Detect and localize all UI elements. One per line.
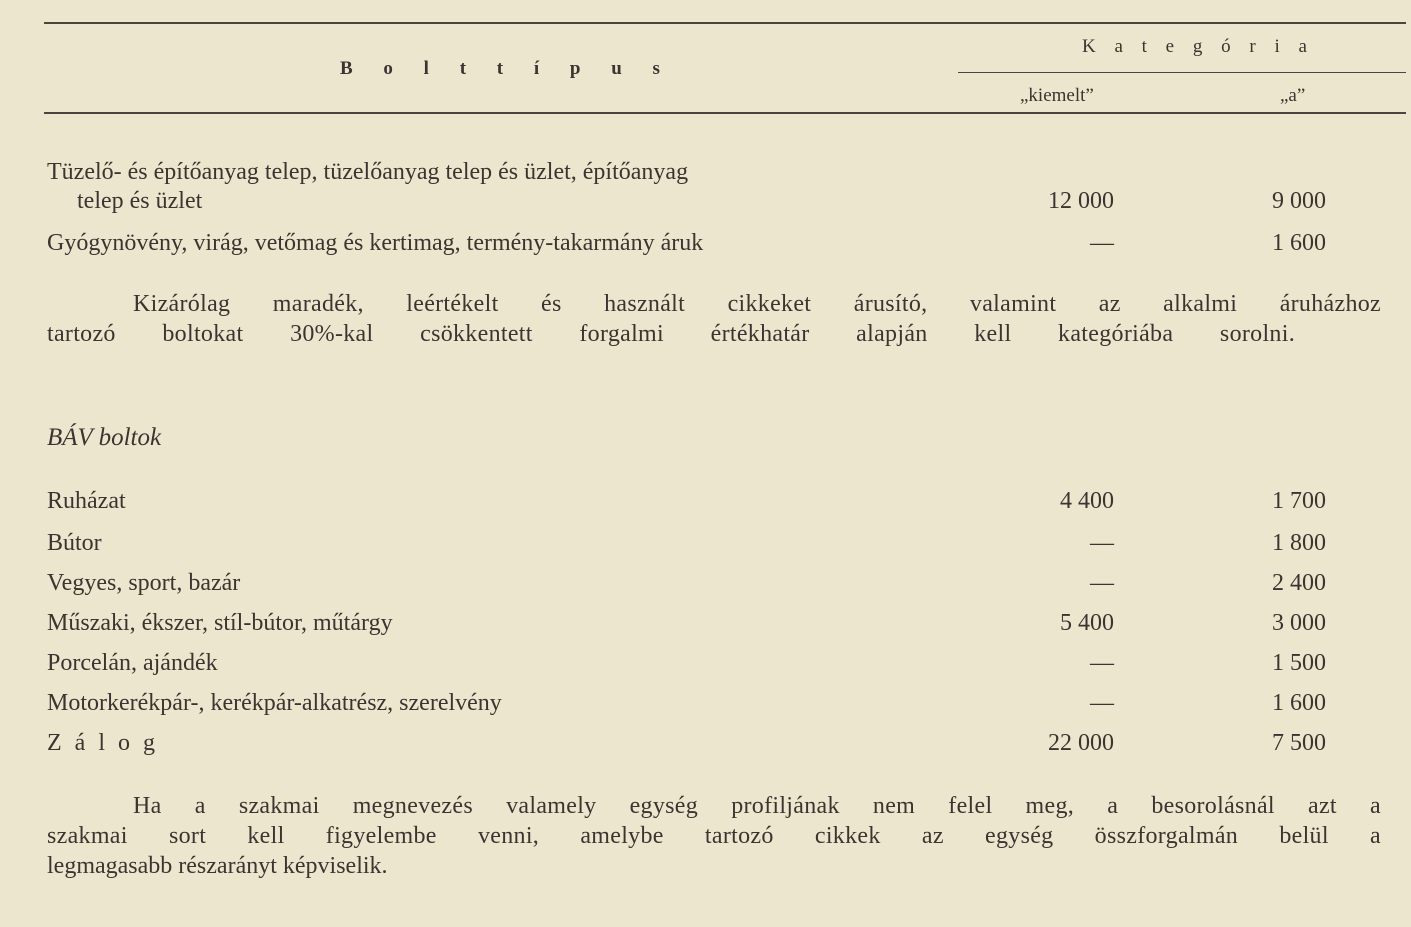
note1-line1: Kizárólag maradék, leértékelt és használt cikkeket árusító, valamint az alkalmi áruházhoz: [133, 291, 1381, 317]
table-row: [0, 487, 1411, 517]
value-kiemelt: 12 000: [1048, 188, 1114, 214]
value-a: 1 600: [1272, 230, 1326, 256]
table-row: [0, 609, 1411, 639]
value-kiemelt: —: [1090, 230, 1114, 256]
header-bottom-rule: [44, 112, 1406, 114]
column-header-type: B o l t t í p u s: [340, 58, 673, 79]
value-kiemelt: 22 000: [1048, 730, 1114, 756]
table-row: [0, 158, 1411, 188]
table-row: [0, 689, 1411, 719]
note2-line2: szakmai sort kell figyelembe venni, amelybe tartozó cikkek az egység összforgalmán belül a: [47, 823, 1381, 849]
value-a: 1 700: [1272, 488, 1326, 514]
row-label: Gyógynövény, virág, vetőmag és kertimag, termény-takarmány áruk: [47, 230, 704, 256]
table-row: [0, 569, 1411, 599]
value-kiemelt: 5 400: [1060, 610, 1114, 636]
value-kiemelt: —: [1090, 690, 1114, 716]
subheader-kiemelt: „kiemelt”: [1020, 85, 1094, 106]
note2-line3: legmagasabb részarányt képviselik.: [47, 853, 388, 879]
table-row-continuation: [0, 187, 1411, 217]
row-label: Motorkerékpár-, kerékpár-alkatrész, szerelvény: [47, 690, 502, 716]
row-label: Ruházat: [47, 488, 126, 514]
table-row: [0, 729, 1411, 759]
subheader-a: „a”: [1280, 85, 1306, 106]
row-label: Porcelán, ajándék: [47, 650, 218, 676]
note1-line2: tartozó boltokat 30%-kal csökkentett forgalmi értékhatár alapján kell kategóriába sorolni.: [47, 321, 1295, 347]
value-a: 2 400: [1272, 570, 1326, 596]
header-top-rule: [44, 22, 1406, 24]
note2-line1: Ha a szakmai megnevezés valamely egység profiljának nem felel meg, a besorolásnál azt a: [133, 793, 1381, 819]
row-label: Bútor: [47, 530, 102, 556]
value-a: 7 500: [1272, 730, 1326, 756]
value-kiemelt: —: [1090, 530, 1114, 556]
row-label: Vegyes, sport, bazár: [47, 570, 241, 596]
value-kiemelt: —: [1090, 570, 1114, 596]
value-a: 1 800: [1272, 530, 1326, 556]
value-a: 1 600: [1272, 690, 1326, 716]
value-a: 3 000: [1272, 610, 1326, 636]
row-label: Tüzelő- és építőanyag telep, tüzelőanyag telep és üzlet, építőanyag: [47, 159, 689, 185]
table-row: [0, 529, 1411, 559]
value-a: 1 500: [1272, 650, 1326, 676]
value-a: 9 000: [1272, 188, 1326, 214]
section-title: BÁV boltok: [47, 424, 162, 451]
value-kiemelt: 4 400: [1060, 488, 1114, 514]
column-header-category: K a t e g ó r i a: [1082, 36, 1314, 57]
header-mid-rule: [958, 72, 1406, 73]
row-label: telep és üzlet: [77, 188, 203, 214]
table-row: [0, 229, 1411, 259]
value-kiemelt: —: [1090, 650, 1114, 676]
table-row: [0, 649, 1411, 679]
row-label: Műszaki, ékszer, stíl-bútor, műtárgy: [47, 610, 393, 636]
row-label: Zálog: [47, 730, 168, 756]
